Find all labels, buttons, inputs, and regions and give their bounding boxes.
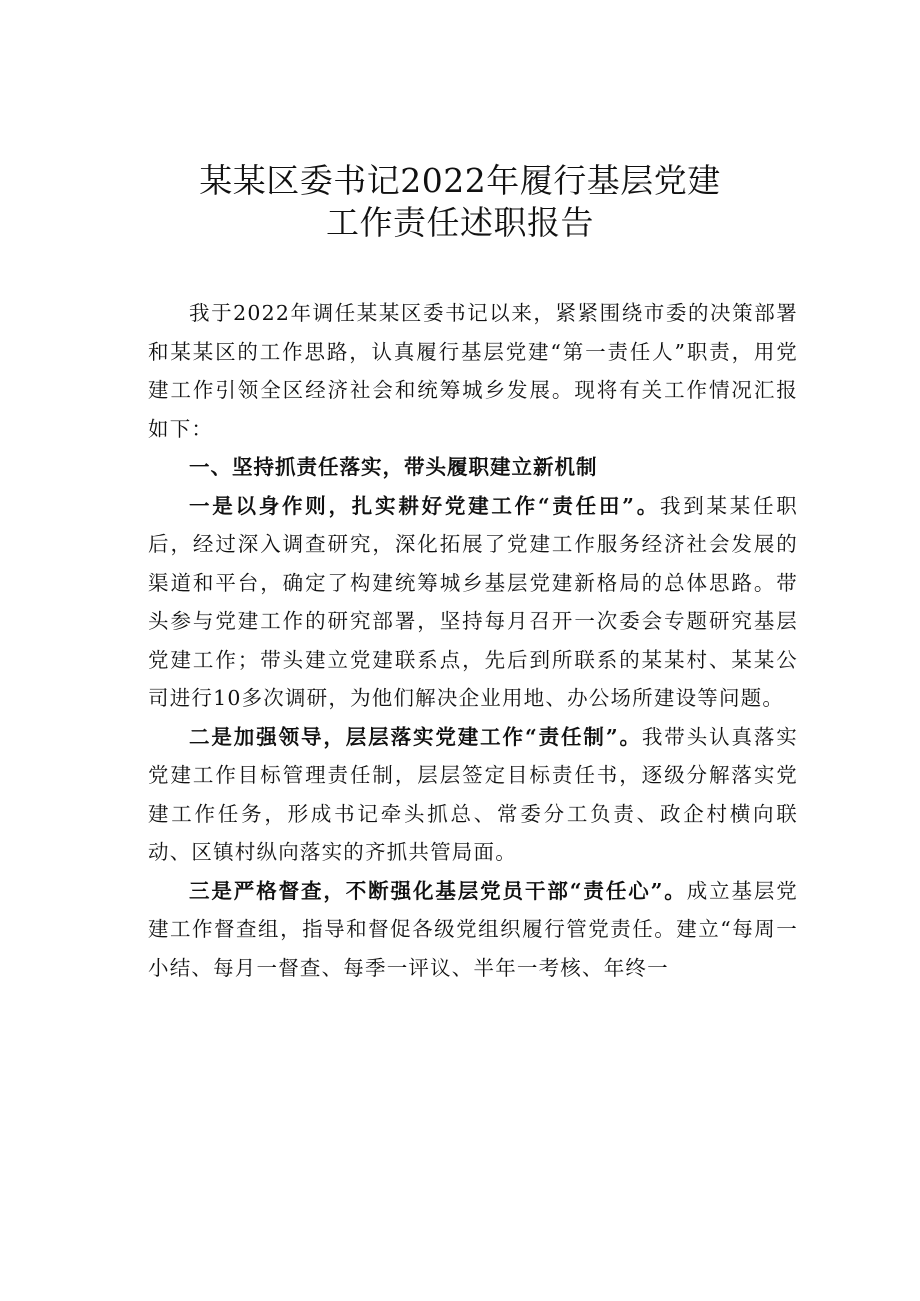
- paragraph-2: [148, 718, 798, 872]
- paragraph-1-lead: 一是以身作则，扎实耕好党建工作“责任田”。: [189, 493, 660, 518]
- title-line-1: 某某区委书记2022年履行基层党建: [199, 161, 721, 200]
- section-1-heading: 一、坚持抓责任落实，带头履职建立新机制: [189, 455, 598, 479]
- document-body: [148, 294, 798, 987]
- paragraph-2-lead: 二是加强领导，层层落实党建工作“责任制”。: [189, 724, 642, 749]
- paragraph-3-lead: 三是严格督查，不断强化基层党员干部“责任心”。: [189, 878, 687, 903]
- document-title: [0, 160, 920, 244]
- paragraph-2-body: 我带头认真落实党建工作目标管理责任制，层层签定目标责任书，逐级分解落实党建工作任务，形成书记牵头抓总、常委分工负责、政企村横向联动、区镇村纵向落实的齐抓共管局面。: [148, 724, 798, 864]
- paragraph-1: [148, 487, 798, 718]
- title-line-2: 工作责任述职报告: [326, 203, 594, 242]
- intro-paragraph: 我于2022年调任某某区委书记以来，紧紧围绕市委的决策部署和某某区的工作思路，认真履行基层党建“第一责任人”职责，用党建工作引领全区经济社会和统筹城乡发展。现将有关工作情况汇报如下：: [148, 301, 798, 441]
- paragraph-1-body: 我到某某任职后，经过深入调查研究，深化拓展了党建工作服务经济社会发展的渠道和平台，确定了构建统筹城乡基层党建新格局的总体思路。带头参与党建工作的研究部署，坚持每月召开一次委会专题研究基层党建工作；带头建立党建联系点，先后到所联系的某某村、某某公司进行10多次调研，为他们解决企业用地、办公场所建设等问题。: [148, 493, 798, 710]
- paragraph-3-body: 成立基层党建工作督查组，指导和督促各级党组织履行管党责任。建立“每周一小结、每月一督查、每季一评议、半年一考核、年终一: [148, 878, 799, 980]
- paragraph-3: [148, 872, 798, 988]
